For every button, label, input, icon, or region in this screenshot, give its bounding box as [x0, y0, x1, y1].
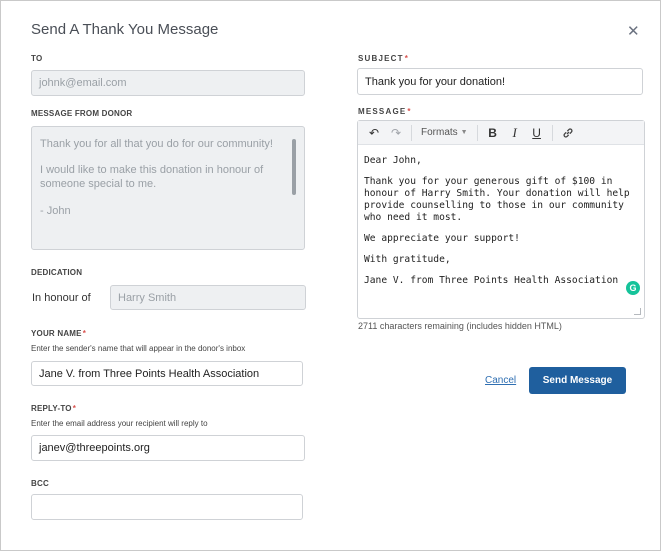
- scrollbar-thumb[interactable]: [292, 139, 296, 195]
- formats-label: Formats: [421, 127, 458, 138]
- dialog-title: Send A Thank You Message: [31, 21, 219, 38]
- reply-to-value: janev@threepoints.org: [39, 442, 150, 454]
- required-mark: *: [82, 329, 87, 338]
- chevron-down-icon: ▼: [460, 129, 468, 136]
- to-label: TO: [31, 54, 43, 63]
- bcc-input[interactable]: [31, 494, 303, 520]
- donor-message-line: - John: [40, 205, 71, 217]
- toolbar-divider: [411, 125, 412, 141]
- dedication-name-field[interactable]: [110, 285, 306, 310]
- message-editor[interactable]: [357, 120, 645, 319]
- dedication-name: Harry Smith: [118, 291, 177, 304]
- reply-to-hint: Enter the email address your recipient will reply to: [31, 419, 208, 428]
- bold-button[interactable]: B: [488, 125, 497, 140]
- your-name-input[interactable]: [31, 361, 303, 386]
- link-icon[interactable]: [558, 123, 578, 143]
- donor-message-line: I would like to make this donation in honour of someone special to me.: [40, 164, 264, 190]
- char-count: 2711 characters remaining (includes hidden HTML): [358, 321, 562, 331]
- undo-icon[interactable]: ↶: [368, 125, 380, 140]
- to-placeholder: johnk@email.com: [39, 77, 127, 89]
- message-paragraph: We appreciate your support!: [364, 233, 520, 244]
- to-field[interactable]: [31, 70, 305, 96]
- resize-handle[interactable]: [634, 308, 641, 315]
- redo-icon[interactable]: ↷: [390, 125, 402, 140]
- italic-button[interactable]: I: [512, 124, 517, 140]
- formats-dropdown[interactable]: [417, 127, 472, 138]
- your-name-label: YOUR NAME*: [31, 329, 87, 338]
- subject-label: SUBJECT*: [358, 54, 410, 63]
- required-mark: *: [404, 54, 410, 63]
- required-mark: *: [72, 404, 77, 413]
- send-message-button[interactable]: Send Message: [529, 367, 626, 394]
- reply-to-input[interactable]: [31, 435, 305, 461]
- bcc-label: BCC: [31, 479, 49, 488]
- donor-message-box[interactable]: [31, 126, 305, 250]
- grammarly-icon[interactable]: G: [626, 281, 640, 295]
- subject-input[interactable]: [357, 68, 643, 95]
- required-mark: *: [407, 107, 412, 116]
- editor-content[interactable]: [358, 145, 644, 306]
- subject-value: Thank you for your donation!: [365, 75, 506, 88]
- message-label: MESSAGE*: [358, 107, 412, 116]
- your-name-value: Jane V. from Three Points Health Association: [39, 367, 260, 380]
- donor-message-line: Thank you for all that you do for our community!: [40, 138, 273, 150]
- underline-button[interactable]: U: [532, 125, 541, 140]
- dedication-type: In honour of: [32, 292, 91, 304]
- close-icon[interactable]: ✕: [627, 23, 640, 40]
- reply-to-label: REPLY-TO*: [31, 404, 77, 413]
- message-paragraph: Jane V. from Three Points Health Association: [364, 275, 619, 286]
- message-paragraph: Dear John,: [364, 155, 422, 166]
- your-name-hint: Enter the sender's name that will appear in the donor's inbox: [31, 344, 246, 353]
- dedication-label: DEDICATION: [31, 268, 83, 277]
- donor-message-label: MESSAGE FROM DONOR: [31, 109, 133, 118]
- message-paragraph: Thank you for your generous gift of $100 in honour of Harry Smith. Your donation will help provide counselling to those in our community who need it most.: [364, 176, 630, 223]
- editor-toolbar: [358, 121, 644, 145]
- toolbar-divider: [552, 125, 553, 141]
- message-paragraph: With gratitude,: [364, 254, 451, 265]
- cancel-button[interactable]: Cancel: [485, 375, 517, 386]
- toolbar-divider: [477, 125, 478, 141]
